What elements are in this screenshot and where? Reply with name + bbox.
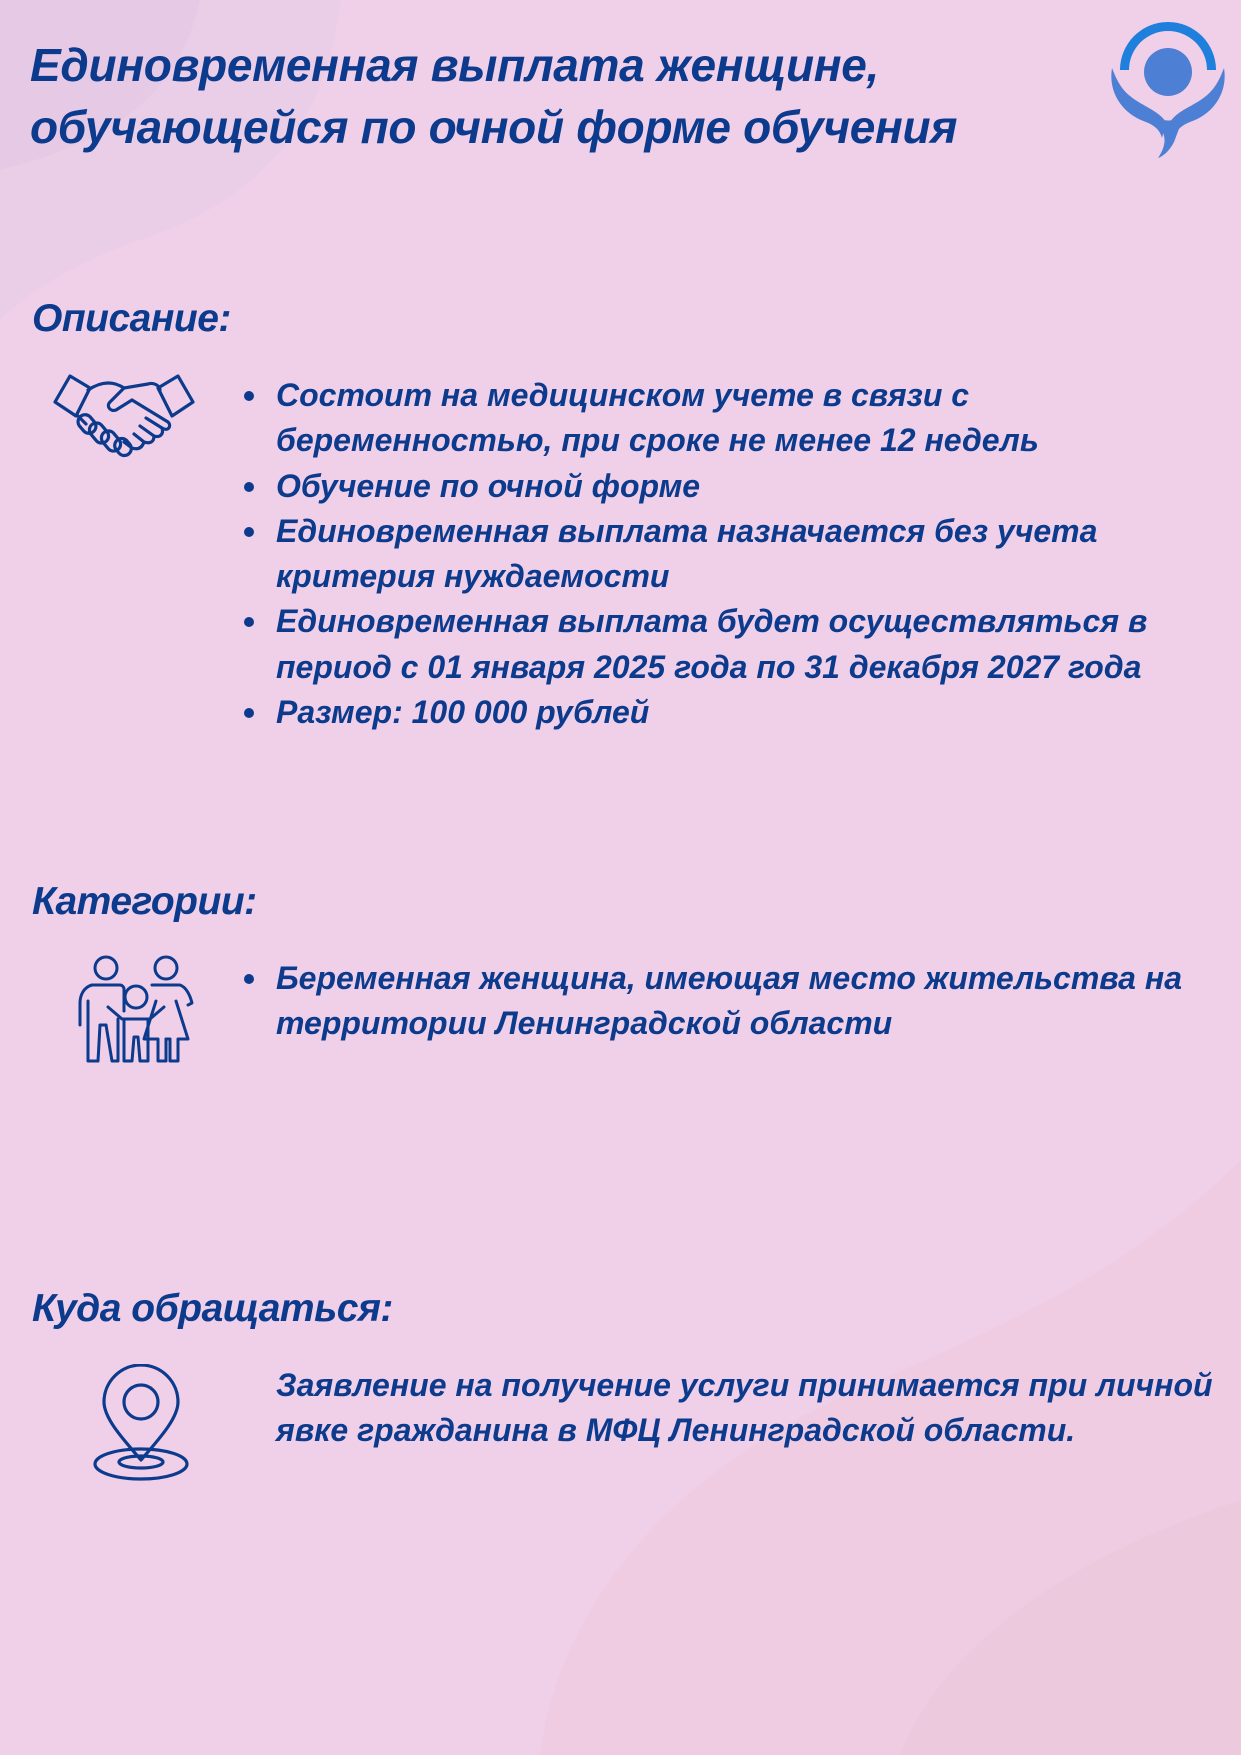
categories-list (240, 956, 1220, 1047)
where-to-apply-text: Заявление на получение услуги принимается при личной явке гражданина в МФЦ Ленинградской области. (276, 1367, 1213, 1449)
title-line-1: Единовременная выплата женщине, (30, 39, 880, 91)
category-item: Беременная женщина, имеющая место жительства на территории Ленинградской области (240, 956, 1220, 1047)
description-item: Размер: 100 000 рублей (240, 690, 1220, 735)
description-list (240, 373, 1220, 735)
description-item: Состоит на медицинском учете в связи с беременностью, при сроке не менее 12 недель (240, 373, 1220, 464)
location-pin-icon (92, 1364, 190, 1482)
description-item: Единовременная выплата назначается без учета критерия нуждаемости (240, 509, 1220, 600)
description-item: Обучение по очной форме (240, 464, 1220, 509)
title-line-2: обучающейся по очной форме обучения (30, 101, 958, 153)
section-heading-where-to-apply: Куда обращаться: (32, 1287, 393, 1330)
family-icon (78, 955, 194, 1065)
section-heading-categories: Категории: (32, 880, 257, 923)
handshake-icon (52, 370, 196, 466)
logo-icon (1106, 18, 1230, 160)
section-heading-description: Описание: (32, 297, 231, 340)
page-title (30, 34, 1060, 158)
description-item: Единовременная выплата будет осуществляться в период с 01 января 2025 года по 31 декабря 2027 года (240, 599, 1220, 690)
